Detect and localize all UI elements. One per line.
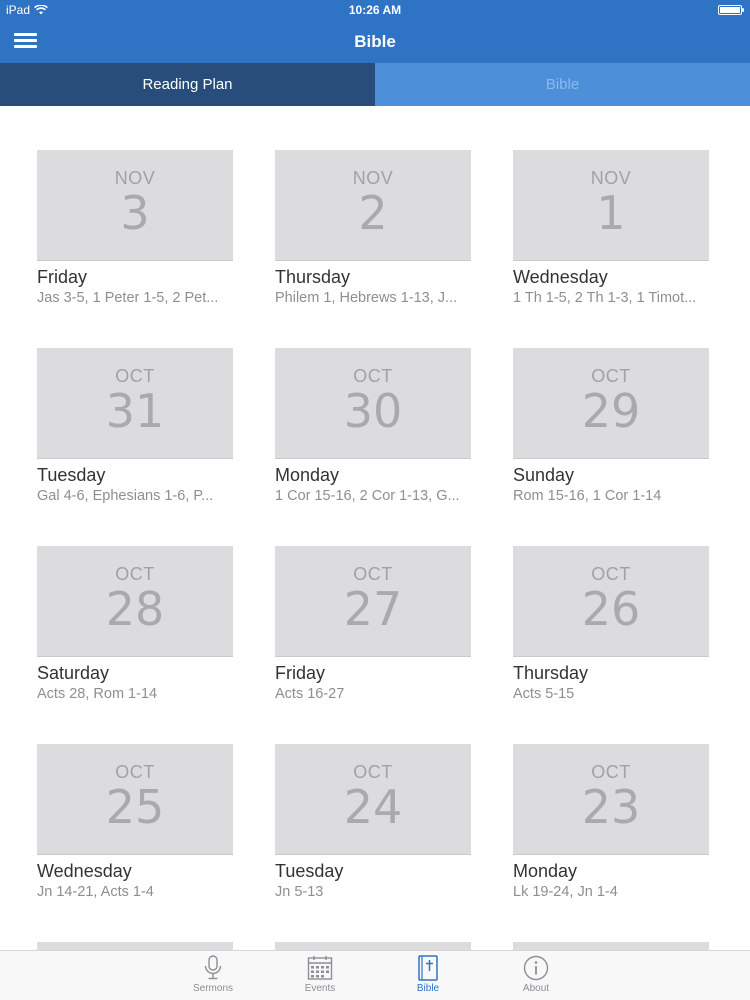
reading-day-card[interactable] <box>275 348 471 505</box>
date-month: OCT <box>115 564 155 584</box>
reading-day-card[interactable] <box>37 744 233 901</box>
tabbar-item-events[interactable] <box>290 955 350 994</box>
date-month: OCT <box>353 366 393 386</box>
passages-label: 1 Cor 15-16, 2 Cor 1-13, G... <box>275 488 460 504</box>
date-month: OCT <box>353 762 393 782</box>
page-title: Bible <box>354 32 396 51</box>
weekday-label: Monday <box>275 465 340 485</box>
date-tile <box>513 546 709 657</box>
weekday-label: Wednesday <box>37 861 132 881</box>
status-time: 10:26 AM <box>348 3 402 17</box>
date-tile <box>275 348 471 459</box>
passages-label: Gal 4-6, Ephesians 1-6, P... <box>37 488 214 504</box>
tabbar-label-events: Events <box>304 983 336 994</box>
tabbar-label-bible: Bible <box>416 983 440 994</box>
date-month: OCT <box>115 762 155 782</box>
passages-label: Acts 5-15 <box>513 686 575 702</box>
top-bar <box>0 0 750 63</box>
tab-bible[interactable]: Bible <box>375 63 750 106</box>
date-day: 26 <box>581 582 641 636</box>
bottom-tab-bar <box>0 950 750 1000</box>
weekday-label: Tuesday <box>275 861 344 881</box>
date-tile <box>37 546 233 657</box>
passages-label: Jn 14-21, Acts 1-4 <box>37 884 154 900</box>
passages-label: Acts 16-27 <box>275 686 345 702</box>
date-tile <box>37 744 233 855</box>
date-month: OCT <box>591 762 631 782</box>
passages-label: Jas 3-5, 1 Peter 1-5, 2 Pet... <box>37 290 219 306</box>
reading-day-card[interactable] <box>513 150 709 307</box>
reading-day-card[interactable] <box>275 150 471 307</box>
carrier-label: iPad <box>6 3 31 17</box>
date-day: 3 <box>120 186 150 240</box>
weekday-label: Monday <box>513 861 578 881</box>
weekday-label: Saturday <box>37 663 110 683</box>
date-day: 2 <box>358 186 388 240</box>
weekday-label: Sunday <box>513 465 575 485</box>
tabbar-item-about[interactable] <box>506 955 566 994</box>
date-tile <box>37 150 233 261</box>
date-month: OCT <box>115 366 155 386</box>
bible-icon <box>417 955 439 981</box>
date-month: NOV <box>590 168 632 188</box>
date-day: 1 <box>596 186 626 240</box>
passages-label: Philem 1, Hebrews 1-13, J... <box>275 290 458 306</box>
date-tile <box>513 348 709 459</box>
tabbar-label-sermons: Sermons <box>192 983 233 994</box>
info-icon <box>523 955 549 981</box>
passages-label: Rom 15-16, 1 Cor 1-14 <box>513 488 662 504</box>
tab-reading-plan[interactable]: Reading Plan <box>0 63 375 106</box>
weekday-label: Thursday <box>513 663 589 683</box>
reading-day-card[interactable] <box>37 546 233 703</box>
date-tile <box>275 546 471 657</box>
date-month: OCT <box>353 564 393 584</box>
weekday-label: Tuesday <box>37 465 106 485</box>
tabbar-item-bible[interactable] <box>398 955 458 994</box>
date-tile <box>275 150 471 261</box>
date-day: 24 <box>343 780 403 834</box>
date-tile <box>513 150 709 261</box>
tabbar-label-about: About <box>522 983 550 994</box>
weekday-label: Wednesday <box>513 267 608 287</box>
date-day: 27 <box>343 582 403 636</box>
date-day: 28 <box>105 582 165 636</box>
reading-day-card[interactable] <box>275 744 471 901</box>
date-day: 23 <box>581 780 641 834</box>
calendar-icon <box>307 955 333 981</box>
reading-day-card[interactable] <box>513 348 709 505</box>
date-tile <box>275 744 471 855</box>
battery-icon <box>718 5 742 15</box>
weekday-label: Thursday <box>275 267 351 287</box>
segmented-tabs <box>0 63 750 106</box>
date-month: NOV <box>352 168 394 188</box>
reading-day-card[interactable] <box>513 744 709 901</box>
date-day: 31 <box>105 384 165 438</box>
date-tile <box>513 744 709 855</box>
date-month: NOV <box>114 168 156 188</box>
date-day: 30 <box>343 384 403 438</box>
reading-day-card[interactable] <box>37 150 233 307</box>
date-month: OCT <box>591 564 631 584</box>
passages-label: Lk 19-24, Jn 1-4 <box>513 884 618 900</box>
passages-label: Jn 5-13 <box>275 884 324 900</box>
microphone-icon <box>202 955 224 981</box>
tabbar-item-sermons[interactable] <box>183 955 243 994</box>
reading-day-card[interactable] <box>513 546 709 703</box>
date-month: OCT <box>591 366 631 386</box>
weekday-label: Friday <box>37 267 88 287</box>
status-bar <box>0 0 750 20</box>
weekday-label: Friday <box>275 663 326 683</box>
date-tile <box>37 348 233 459</box>
passages-label: Acts 28, Rom 1-14 <box>37 686 158 702</box>
date-day: 29 <box>581 384 641 438</box>
passages-label: 1 Th 1-5, 2 Th 1-3, 1 Timot... <box>513 290 697 306</box>
date-day: 25 <box>105 780 165 834</box>
reading-day-card[interactable] <box>37 348 233 505</box>
reading-day-card[interactable] <box>275 546 471 703</box>
